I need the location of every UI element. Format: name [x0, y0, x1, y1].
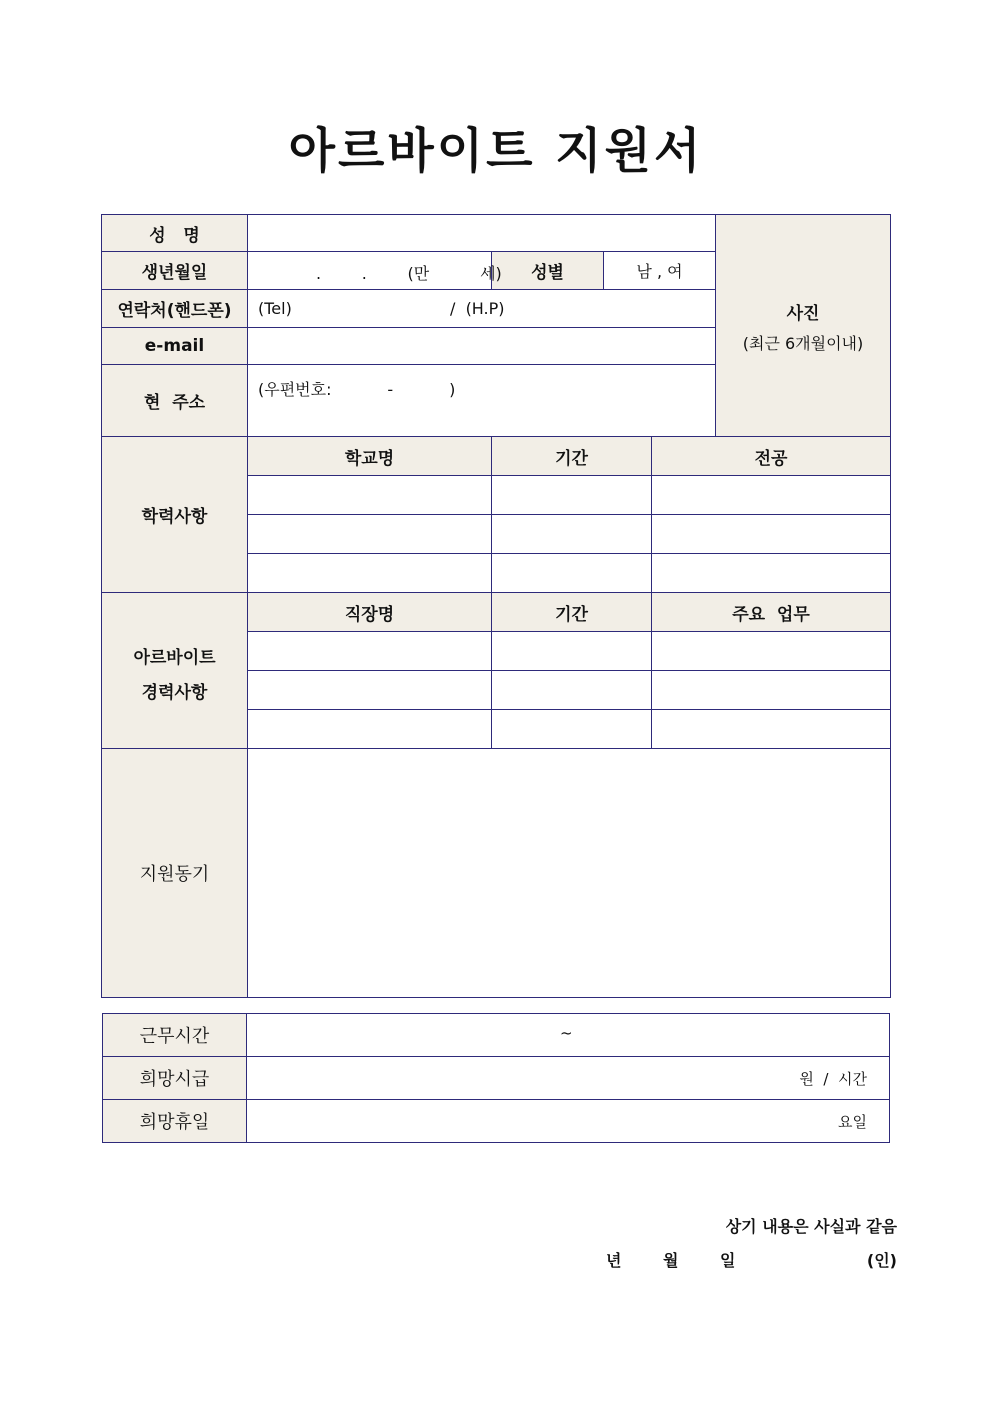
photo-note: (최근 6개월이내)	[742, 334, 864, 353]
name-label: 성 명	[149, 225, 200, 246]
experience-row-3-duties[interactable]	[652, 710, 890, 748]
education-section-label: 학력사항	[141, 507, 208, 527]
dayoff-label: 희망휴일	[139, 1112, 210, 1133]
postal-code-value: (우편번호: - )	[258, 380, 456, 399]
contact-field[interactable]	[248, 290, 715, 327]
gender-field[interactable]: 남 , 여	[636, 262, 683, 281]
experience-row-1-period[interactable]	[492, 632, 651, 670]
education-col-major: 전공	[754, 448, 788, 469]
experience-label-line2: 경력사항	[141, 683, 208, 703]
experience-row-2-period[interactable]	[492, 671, 651, 709]
experience-label-line1: 아르바이트	[133, 648, 216, 668]
contact-hp-label: / (H.P)	[450, 299, 505, 318]
experience-row-2-duties[interactable]	[652, 671, 890, 709]
education-col-period: 기간	[555, 448, 588, 469]
page-title: 아르바이트 지원서	[288, 123, 704, 179]
work-hours-separator: ~	[560, 1024, 573, 1042]
experience-col-duties: 주요 업무	[732, 604, 810, 625]
contact-tel-label: (Tel)	[258, 299, 292, 318]
wage-label: 희망시급	[139, 1069, 210, 1090]
wage-field[interactable]	[247, 1057, 889, 1099]
birth-label: 생년월일	[141, 263, 208, 283]
education-row-3-major[interactable]	[652, 554, 890, 592]
email-field[interactable]	[248, 328, 715, 364]
date-year-label: 년	[606, 1251, 622, 1270]
address-field[interactable]	[248, 365, 715, 436]
email-label: e-mail	[144, 336, 205, 356]
education-col-school: 학교명	[344, 448, 395, 469]
experience-row-3-workplace[interactable]	[248, 710, 491, 748]
date-day-label: 일	[720, 1251, 736, 1270]
education-row-3-period[interactable]	[492, 554, 651, 592]
education-row-1-major[interactable]	[652, 476, 890, 514]
gender-label: 성별	[531, 263, 564, 283]
experience-row-1-duties[interactable]	[652, 632, 890, 670]
education-row-3-school[interactable]	[248, 554, 491, 592]
education-row-2-period[interactable]	[492, 515, 651, 553]
birth-field[interactable]	[248, 252, 502, 289]
motivation-field[interactable]	[248, 749, 890, 997]
education-row-1-school[interactable]	[248, 476, 491, 514]
statement-text: 상기 내용은 사실과 같음	[725, 1217, 897, 1236]
experience-col-period: 기간	[555, 604, 588, 625]
dayoff-unit: 요일	[838, 1113, 867, 1131]
wage-unit: 원 / 시간	[799, 1070, 867, 1088]
education-row-2-school[interactable]	[248, 515, 491, 553]
contact-label: 연락처(핸드폰)	[117, 301, 232, 321]
photo-area[interactable]	[716, 215, 890, 436]
education-row-1-period[interactable]	[492, 476, 651, 514]
work-hours-field[interactable]	[247, 1014, 889, 1056]
experience-section-label	[102, 593, 247, 748]
dayoff-field[interactable]	[247, 1100, 889, 1142]
photo-label: 사진	[786, 304, 820, 324]
education-row-2-major[interactable]	[652, 515, 890, 553]
seal-label: (인)	[866, 1251, 897, 1270]
experience-col-workplace: 직장명	[344, 604, 395, 625]
experience-row-3-period[interactable]	[492, 710, 651, 748]
experience-row-1-workplace[interactable]	[248, 632, 491, 670]
date-month-label: 월	[663, 1251, 679, 1270]
address-label: 현 주소	[143, 393, 206, 413]
experience-row-2-workplace[interactable]	[248, 671, 491, 709]
birth-value: . . (만 세)	[316, 264, 502, 283]
work-hours-label: 근무시간	[139, 1026, 210, 1047]
motivation-label: 지원동기	[139, 864, 210, 885]
name-field[interactable]	[248, 215, 715, 251]
